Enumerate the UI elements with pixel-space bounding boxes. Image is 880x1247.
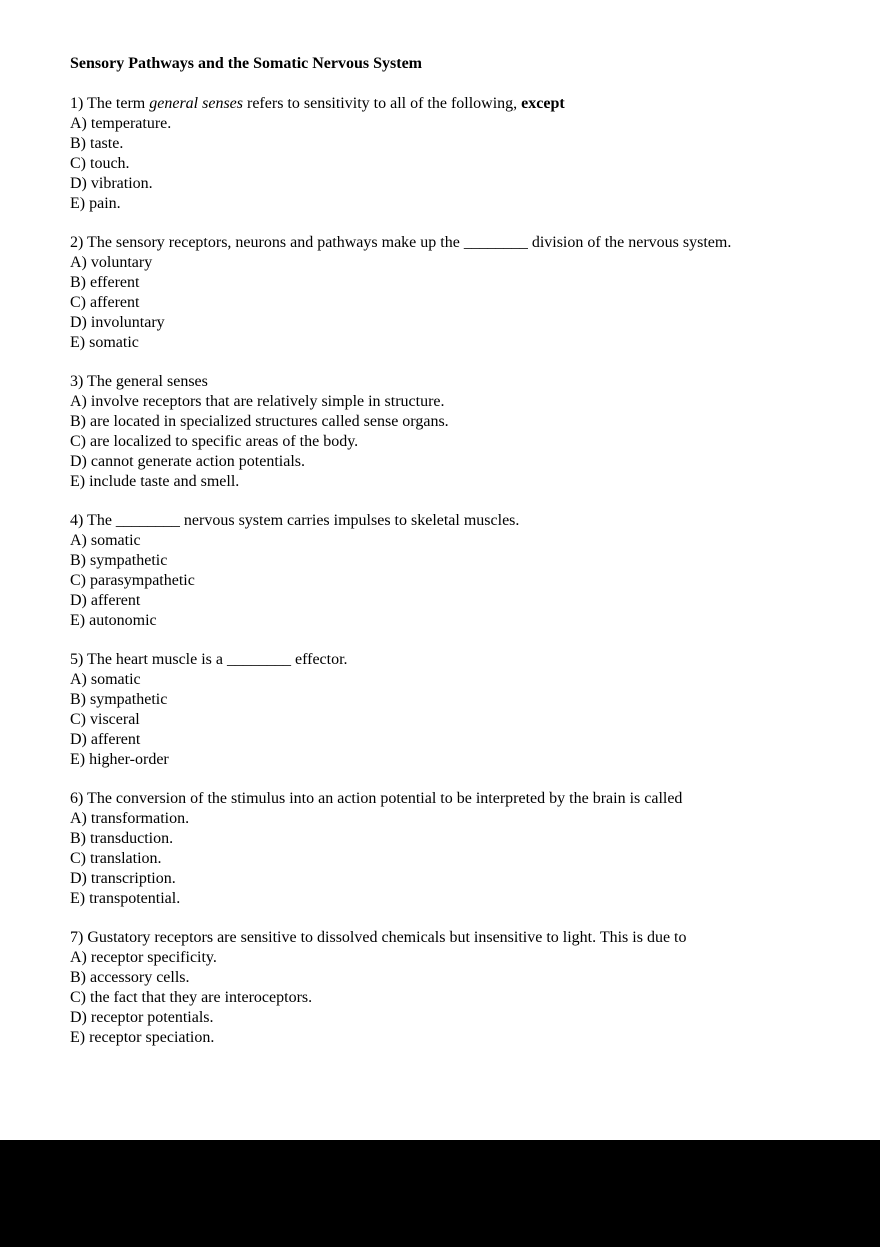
question-5-option-e: E) higher-order [70,751,169,768]
question-2 [70,233,810,353]
question-2-prompt: 2) The sensory receptors, neurons and pathways make up the ________ division of the nervous system. [70,234,732,251]
question-5-option-d: D) afferent [70,731,141,748]
question-5-option-c: C) visceral [70,711,140,728]
question-4-option-c: C) parasympathetic [70,572,195,589]
question-2-option-c: C) afferent [70,294,140,311]
question-6-option-d: D) transcription. [70,870,176,887]
question-5-option-a: A) somatic [70,671,141,688]
question-5-option-b: B) sympathetic [70,691,168,708]
question-4-option-b: B) sympathetic [70,552,168,569]
question-2-option-e: E) somatic [70,334,139,351]
question-5-prompt: 5) The heart muscle is a ________ effector. [70,651,348,668]
question-1-option-e: E) pain. [70,195,121,212]
question-4 [70,511,810,631]
question-4-prompt: 4) The ________ nervous system carries impulses to skeletal muscles. [70,512,520,529]
question-4-option-a: A) somatic [70,532,141,549]
question-1-option-a: A) temperature. [70,115,172,132]
question-1 [70,94,810,214]
question-6 [70,789,810,909]
question-3-prompt: 3) The general senses [70,373,208,390]
question-3-option-e: E) include taste and smell. [70,473,240,490]
question-3-option-d: D) cannot generate action potentials. [70,453,306,470]
question-6-option-b: B) transduction. [70,830,174,847]
question-2-option-a: A) voluntary [70,254,153,271]
question-2-option-d: D) involuntary [70,314,165,331]
question-1-prompt-text: 1) The term [70,95,150,112]
question-4-option-e: E) autonomic [70,612,157,629]
question-6-option-c: C) translation. [70,850,162,867]
letterbox-bottom-bar [0,1140,880,1247]
question-7-option-b: B) accessory cells. [70,969,190,986]
question-6-option-a: A) transformation. [70,810,190,827]
question-7-option-e: E) receptor speciation. [70,1029,215,1046]
question-5 [70,650,810,770]
question-1-option-b: B) taste. [70,135,124,152]
question-3-option-b: B) are located in specialized structures called sense organs. [70,413,449,430]
question-7-option-d: D) receptor potentials. [70,1009,214,1026]
question-6-option-e: E) transpotential. [70,890,181,907]
question-3-option-a: A) involve receptors that are relatively simple in structure. [70,393,445,410]
question-7-option-a: A) receptor specificity. [70,949,217,966]
question-1-prompt-italic: general senses [149,95,243,112]
question-1-option-c: C) touch. [70,155,130,172]
question-3 [70,372,810,492]
question-6-prompt: 6) The conversion of the stimulus into an action potential to be interpreted by the brain is called [70,790,683,807]
question-7-option-c: C) the fact that they are interoceptors. [70,989,313,1006]
question-1-option-d: D) vibration. [70,175,153,192]
question-1-prompt [70,94,810,114]
question-1-prompt-bold: except [521,95,565,112]
question-3-option-c: C) are localized to specific areas of the body. [70,433,359,450]
document-title: Sensory Pathways and the Somatic Nervous System [70,55,422,72]
question-7-prompt: 7) Gustatory receptors are sensitive to dissolved chemicals but insensitive to light. This is due to [70,929,687,946]
question-7 [70,928,810,1048]
question-1-prompt-text-2: refers to sensitivity to all of the following, [243,95,522,112]
question-4-option-d: D) afferent [70,592,141,609]
question-2-option-b: B) efferent [70,274,140,291]
